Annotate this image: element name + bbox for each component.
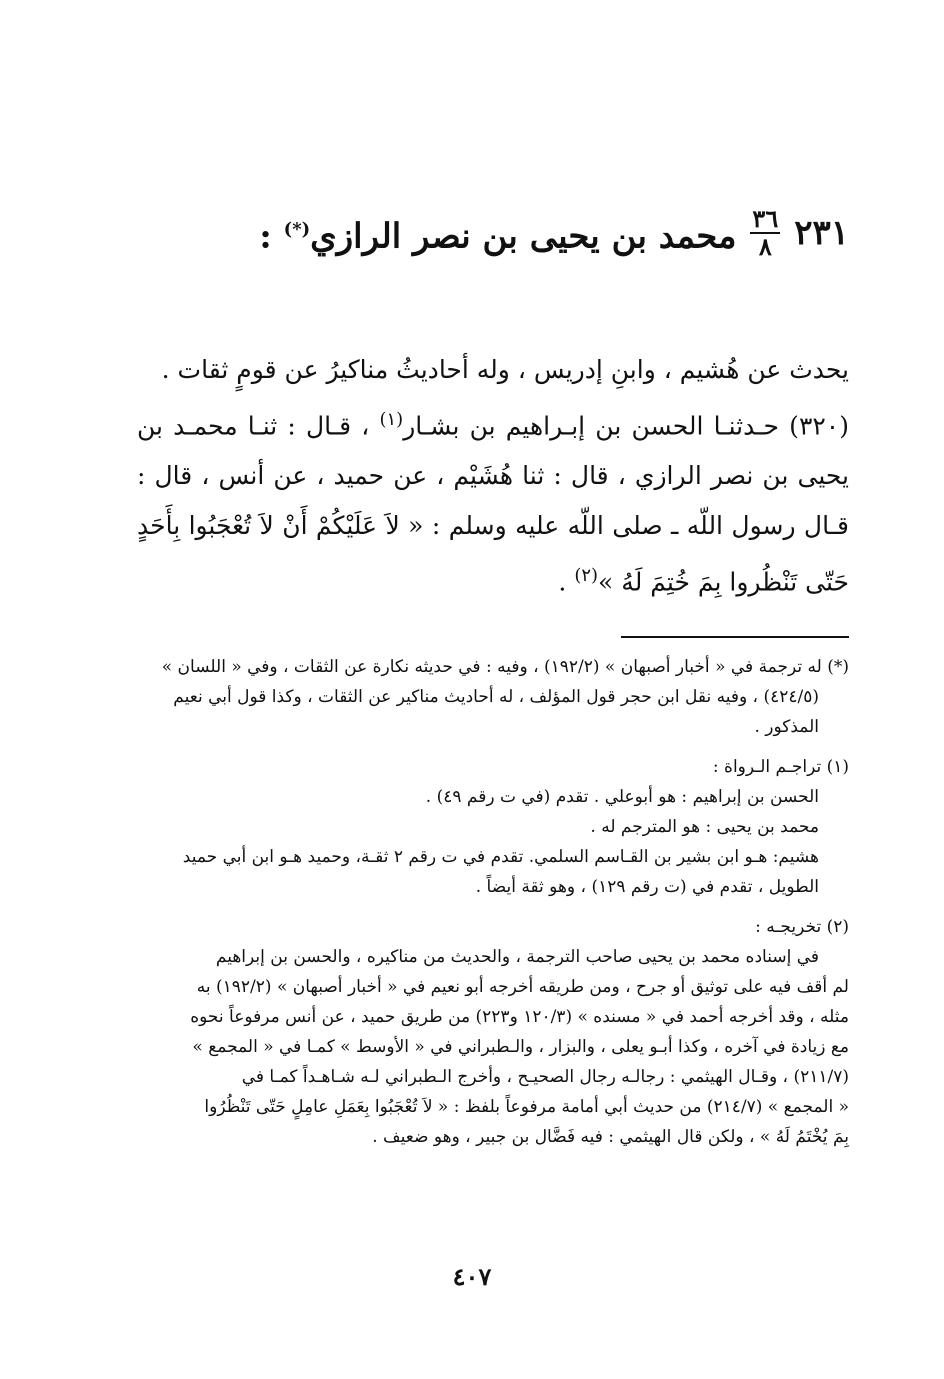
fraction-bottom: ٨ [758, 232, 772, 262]
hadith-paragraph [137, 395, 849, 608]
note2-line: مثله ، وقد أخرجه أحمد في « مسنده » (١٢٠/٣ و٢٢٣) من طريق حميد ، عن أنس مرفوعاً نحوه [190, 1007, 849, 1027]
footnote-marker: (*) [283, 219, 311, 240]
star-note-line: (*) له ترجمة في « أخبار أصبهان » (١٩٢/٢) ، وفيه : في حديثه نكارة عن الثقات ، وفي « اللسان » [161, 657, 849, 677]
hadith-end: . [558, 567, 575, 597]
star-note-line: (٤٢٤/٥) ، وفيه نقل ابن حجر قول المؤلف ، له أحاديث مناكير عن الثقات ، وكذا قول أبي نعيم [173, 687, 819, 707]
heading-colon: : [259, 216, 272, 257]
entry-number: ٢٣١ [794, 213, 849, 254]
hadith-text: ، قـال : ثنـا محمـد بن يحيى بن نصر الرازي ، قال : ثنا هُشَيْم ، عن حميد ، عن أنس ، قال : قـال رسول اللّه ـ صلى اللّه عليه وسلم : « لاَ عَلَيْكُمْ أَنْ لاَ تُعْجَبُوا بِأَحَدٍ حَتّى تَنْظُروا بِمَ خُتِمَ لَهُ » [137, 411, 849, 597]
main-text [137, 345, 849, 608]
hadith-chain-start: (٣٢٠) حـدثنـا الحسن بن إبـراهيم بن بشـار [403, 411, 849, 441]
narrator-name: محمد بن يحيى بن نصر الرازي [310, 216, 737, 257]
note1-line: الطويل ، تقدم في (ت رقم ١٢٩) ، وهو ثقة أيضاً . [475, 877, 819, 897]
fraction-top: ٣٦ [752, 204, 779, 234]
note1-line: هشيم: هـو ابن بشير بن القـاسم السلمي. تقدم في ت رقم ٢ ثقـة، وحميد هـو ابن أبي حميد [182, 847, 819, 867]
note2-line: بِمَ يُخْتَمُ لَهُ » ، ولكن قال الهيثمي : فيه فَضَّال بن جبير ، وهو ضعيف . [372, 1127, 849, 1147]
intro-paragraph: يحدث عن هُشيم ، وابنِ إدريس ، وله أحاديثُ مناكيرُ عن قومٍ ثقات . [161, 355, 849, 384]
volume-fraction [750, 206, 780, 260]
star-note-line: المذكور . [754, 717, 819, 737]
footnote-ref-2: (٢) [574, 565, 599, 587]
footnote-ref-1: (١) [379, 409, 404, 430]
spacer [137, 902, 849, 912]
note1-line: الحسن بن إبراهيم : هو أبوعلي . تقدم (في ت رقم ٤٩) . [425, 787, 819, 807]
note2-line: (٢١١/٧) ، وقـال الهيثمي : رجالـه رجال الصحيـح ، وأخرج الـطبراني لـه شـاهـداً كمـا في [241, 1067, 849, 1087]
note2-title: (٢) تخريجـه : [755, 917, 849, 937]
note2-line: « المجمع » (٢١٤/٧) من حديث أبي أمامة مرفوعاً بلفظ : « لاَ تُعْجَبُوا بِعَمَلِ عامِلٍ حَتّى تَنْظُرُوا [204, 1097, 849, 1117]
note2-line: مع زيادة في آخره ، وكذا أبـو يعلى ، والبزار ، والـطبراني في « الأوسط » كمـا في « المجمع » [192, 1037, 849, 1057]
page-number: ٤٠٧ [452, 1262, 492, 1291]
note2-line: في إسناده محمد بن يحيى صاحب الترجمة ، والحديث من مناكيره ، والحسن بن إبراهيم [215, 947, 819, 967]
note1-line: محمد بن يحيى : هو المترجم له . [590, 817, 819, 837]
entry-name [259, 200, 736, 266]
entry-heading [120, 200, 849, 266]
spacer [137, 742, 849, 752]
note1-title: (١) تراجـم الـرواة : [712, 757, 849, 777]
footnote-divider [621, 636, 849, 638]
note2-line: لم أقف فيه على توثيق أو جرح ، ومن طريقه أخرجه أبو نعيم في « أخبار أصبهان » (١٩٢/٢) به [196, 977, 849, 997]
footnotes [137, 652, 849, 1152]
